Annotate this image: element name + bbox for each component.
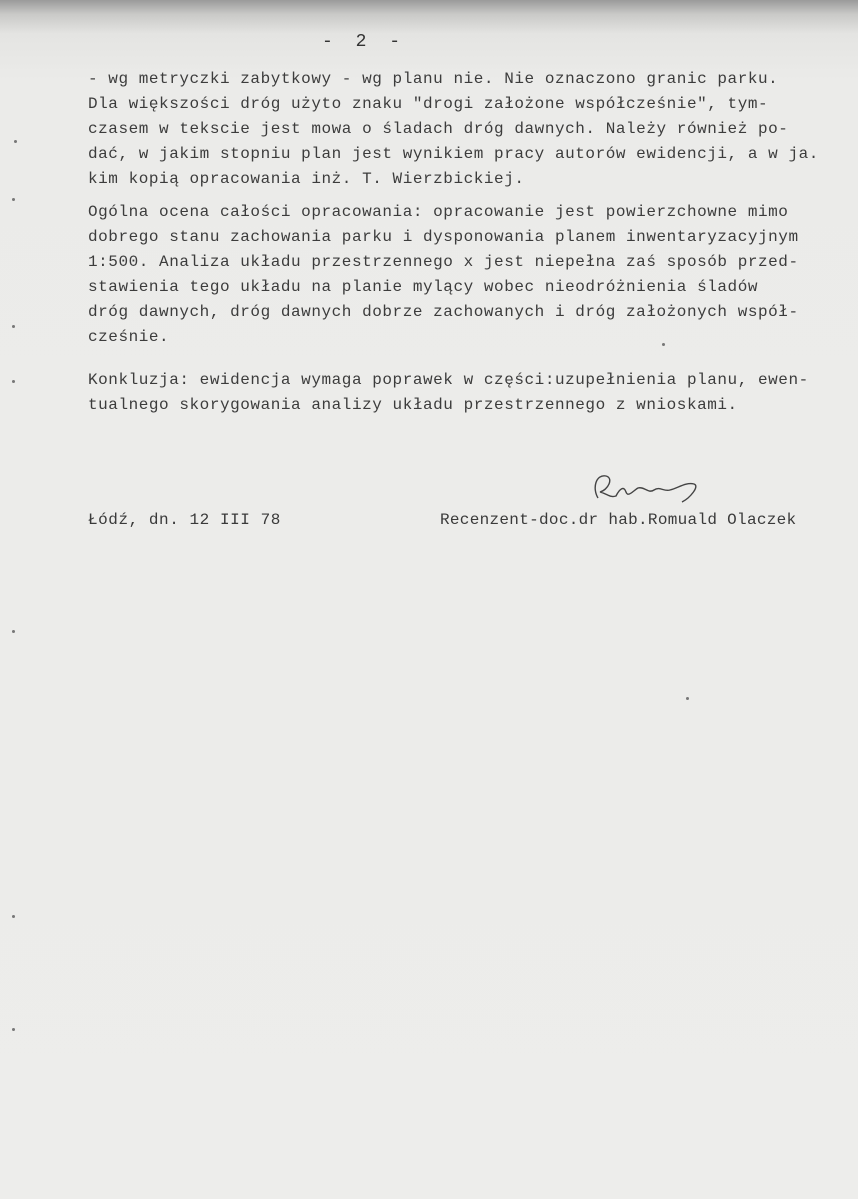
text-line: - wg metryczki zabytkowy - wg planu nie. Nie oznaczono granic parku.: [88, 70, 779, 88]
scan-speck: [662, 343, 665, 346]
scan-speck: [12, 325, 15, 328]
reviewer-name: Recenzent-doc.dr hab.Romuald Olaczek: [440, 511, 797, 529]
scan-speck: [12, 1028, 15, 1031]
text-line: tualnego skorygowania analizy układu przestrzennego z wnioskami.: [88, 396, 738, 414]
scan-speck: [14, 140, 17, 143]
text-line: dobrego stanu zachowania parku i dysponowania planem inwentaryzacyjnym: [88, 228, 799, 246]
date-location: Łódź, dn. 12 III 78: [88, 511, 281, 529]
scan-speck: [12, 915, 15, 918]
text-line: 1:500. Analiza układu przestrzennego x jest niepełna zaś sposób przed-: [88, 253, 799, 271]
text-line: Ogólna ocena całości opracowania: opracowanie jest powierzchowne mimo: [88, 203, 789, 221]
scan-speck: [12, 380, 15, 383]
text-line: dać, w jakim stopniu plan jest wynikiem pracy autorów ewidencji, a w ja.: [88, 145, 819, 163]
text-line: stawienia tego układu na planie mylący wobec nieodróżnienia śladów: [88, 278, 759, 296]
scan-speck: [12, 198, 15, 201]
scan-speck: [12, 630, 15, 633]
text-line: cześnie.: [88, 328, 170, 346]
text-line: Konkluzja: ewidencja wymaga poprawek w części:uzupełnienia planu, ewen-: [88, 371, 809, 389]
page-number: - 2 -: [322, 32, 407, 52]
handwritten-signature: [590, 468, 710, 508]
text-line: czasem w tekscie jest mowa o śladach dróg dawnych. Należy również po-: [88, 120, 789, 138]
text-line: Dla większości dróg użyto znaku "drogi założone współcześnie", tym-: [88, 95, 769, 113]
text-line: dróg dawnych, dróg dawnych dobrze zachowanych i dróg założonych współ-: [88, 303, 799, 321]
scan-speck: [686, 697, 689, 700]
text-line: kim kopią opracowania inż. T. Wierzbickiej.: [88, 170, 525, 188]
